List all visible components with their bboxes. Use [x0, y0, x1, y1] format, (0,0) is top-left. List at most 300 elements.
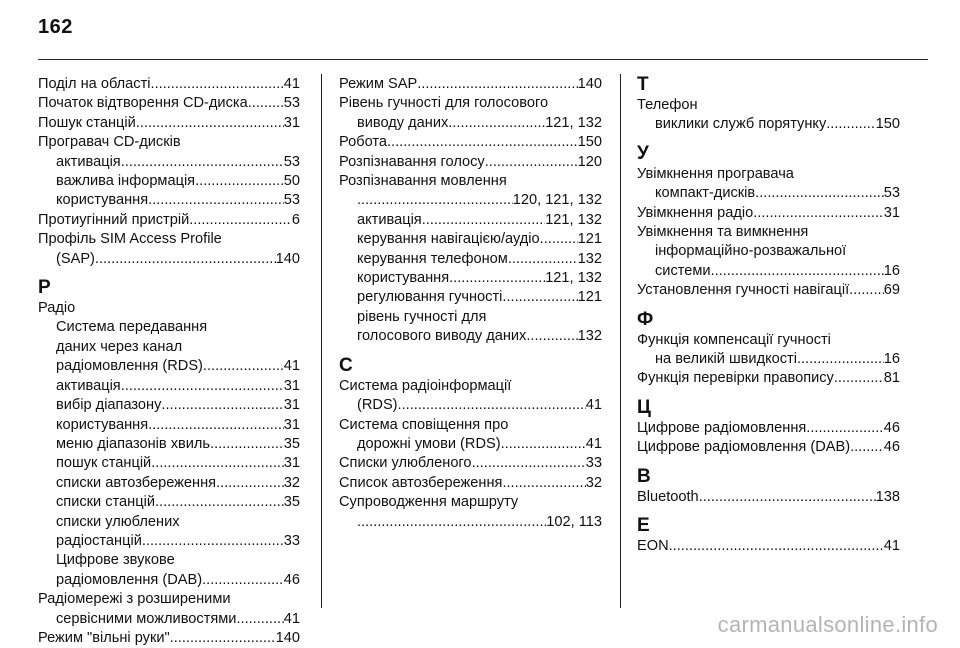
page-reference: 121: [577, 231, 602, 248]
dot-leader: [449, 269, 545, 288]
entry-text: Радіомережі з розширеними: [38, 591, 231, 608]
index-line: [38, 551, 300, 570]
index-line: [339, 114, 602, 133]
index-line: [637, 204, 900, 223]
index-subentry: [637, 350, 900, 369]
index-line: [38, 610, 300, 629]
dot-leader: [216, 474, 284, 493]
dot-leader: [142, 532, 284, 551]
index-line: [339, 513, 602, 532]
index-entry: [637, 488, 900, 507]
entry-text: Цифрове звукове: [56, 552, 175, 569]
dot-leader: [849, 281, 884, 300]
index-line: [339, 396, 602, 415]
page-reference: 120: [577, 153, 602, 170]
entry-text: Увімкнення та вимкнення: [637, 224, 809, 241]
index-line: [38, 133, 300, 152]
entry-text: активація: [56, 153, 121, 170]
entry-text: Протиугінний пристрій: [38, 211, 190, 228]
page-reference: 46: [283, 571, 300, 588]
index-entry: [38, 75, 300, 94]
dot-leader: [387, 133, 578, 152]
dot-leader: [170, 629, 276, 648]
index-line: [637, 115, 900, 134]
entry-text: Увімкнення радіо: [637, 204, 754, 221]
dot-leader: [151, 75, 284, 94]
entry-text: списки станцій: [56, 494, 155, 511]
index-entry: [637, 537, 900, 556]
dot-leader: [202, 571, 284, 590]
index-entry: [38, 211, 300, 230]
dot-leader: [826, 115, 875, 134]
index-line: [339, 435, 602, 454]
entry-text: виклики служб порятунку: [655, 116, 827, 133]
dot-leader: [121, 377, 284, 396]
entry-text: Система радіоінформації: [339, 377, 512, 394]
dot-leader: [669, 537, 884, 556]
entry-text: Поділ на області: [38, 76, 151, 92]
index-subentry: [637, 184, 900, 203]
index-entry: [339, 133, 602, 152]
dot-leader: [248, 94, 284, 113]
index-entry: [339, 153, 602, 172]
index-line: [637, 184, 900, 203]
page-reference: 53: [883, 185, 900, 202]
index-line: [38, 94, 300, 113]
entry-text: системи: [655, 262, 711, 279]
entry-text: Пошук станцій: [38, 114, 136, 131]
entry-text: даних через канал: [56, 338, 183, 355]
entry-text: Увімкнення програвача: [637, 165, 794, 182]
entry-text: Функція перевірки правопису: [637, 370, 834, 387]
entry-text: Рівень гучності для голосового: [339, 95, 549, 112]
page-reference: 31: [283, 416, 300, 433]
index-column-1: [38, 75, 300, 648]
index-subentry: [38, 377, 300, 396]
index-entry: [38, 629, 300, 648]
index-subentry: [339, 308, 602, 347]
watermark-text: carmanualsonline.info: [717, 612, 938, 637]
index-entry: [339, 75, 602, 94]
dot-leader: [711, 262, 884, 281]
index-line: [339, 288, 602, 307]
index-letter-heading: Т: [637, 74, 649, 95]
page-reference: 32: [585, 474, 602, 491]
index-line: [339, 211, 602, 230]
page-reference: 53: [283, 192, 300, 209]
index-entry: [637, 369, 900, 388]
column-divider: [321, 74, 322, 608]
page-reference: 31: [283, 377, 300, 394]
entry-text: Супроводження маршруту: [339, 494, 519, 511]
index-entry: [38, 299, 300, 318]
dot-leader: [195, 172, 284, 191]
index-letter-heading: Ф: [637, 308, 654, 330]
page-reference: 121, 132: [545, 114, 602, 131]
entry-text: Система передавання: [56, 319, 208, 336]
dot-leader: [203, 357, 284, 376]
entry-text: Профіль SIM Access Profile: [38, 231, 222, 248]
entry-text: Розпізнавання голосу: [339, 153, 485, 170]
index-line: [38, 532, 300, 551]
entry-text: Радіо: [38, 300, 76, 317]
index-line: [637, 223, 900, 242]
index-line: [38, 172, 300, 191]
index-line: [38, 338, 300, 357]
dot-leader: [508, 250, 578, 269]
index-subentry: [339, 396, 602, 415]
index-letter-heading: Ц: [637, 396, 651, 418]
entry-text: голосового виводу даних: [357, 328, 527, 345]
index-entry: [38, 94, 300, 113]
index-line: [637, 331, 900, 350]
index-subentry: [38, 610, 300, 629]
dot-leader: [472, 454, 586, 473]
index-entry: [339, 94, 602, 113]
index-line: [38, 454, 300, 473]
index-entry: [339, 454, 602, 473]
page-reference: 16: [883, 351, 900, 368]
header-rule: [38, 59, 928, 60]
index-entry: [38, 133, 300, 152]
entry-text: Список автозбереження: [339, 474, 503, 491]
entry-text: Режим SAP: [339, 76, 418, 92]
dot-leader: [755, 184, 884, 203]
index-entry: [637, 165, 900, 184]
dot-leader: [121, 153, 284, 172]
entry-text: виводу даних: [357, 114, 449, 131]
page-reference: 121, 132: [545, 211, 602, 228]
entry-text: Режим "вільні руки": [38, 629, 170, 646]
entry-text: (RDS): [357, 397, 398, 414]
dot-leader: [526, 327, 577, 346]
dot-leader: [357, 191, 513, 210]
index-line: [38, 250, 300, 269]
index-subentry: [339, 211, 602, 230]
dot-leader: [151, 454, 284, 473]
dot-leader: [501, 435, 586, 454]
page-reference: 35: [283, 435, 300, 452]
index-subentry: [38, 153, 300, 172]
entry-text: списки улюблених: [56, 513, 180, 530]
index-line: [339, 94, 602, 113]
index-subentry: [38, 318, 300, 376]
index-subentry: [38, 551, 300, 590]
page-reference: 81: [883, 370, 900, 387]
index-subentry: [38, 513, 300, 552]
dot-leader: [210, 435, 284, 454]
index-line: [38, 191, 300, 210]
index-line: [38, 299, 300, 318]
entry-text: Початок відтворення CD-диска: [38, 95, 248, 112]
entry-text: дорожні умови (RDS): [357, 435, 501, 452]
index-subentry: [339, 230, 602, 249]
index-line: [637, 165, 900, 184]
page-reference: 41: [283, 610, 300, 627]
entry-text: компакт-дисків: [655, 185, 756, 202]
page-reference: 6: [291, 211, 300, 228]
entry-text: користування: [357, 270, 450, 287]
page-reference: 31: [283, 114, 300, 131]
index-subentry: [339, 114, 602, 133]
index-line: [637, 419, 900, 438]
dot-leader: [148, 191, 284, 210]
entry-text: Система сповіщення про: [339, 416, 509, 433]
entry-text: Цифрове радіомовлення: [637, 419, 807, 436]
index-line: [38, 629, 300, 648]
index-entry: [339, 493, 602, 512]
index-line: [637, 281, 900, 300]
page-reference: 150: [875, 116, 900, 133]
entry-text: інформаційно-розважальної: [655, 243, 847, 260]
index-subentry: [38, 250, 300, 269]
dot-leader: [95, 250, 276, 269]
page-reference: 41: [283, 76, 300, 92]
entry-text: списки автозбереження: [56, 474, 217, 491]
index-entry: [38, 590, 300, 609]
index-line: [38, 590, 300, 609]
index-line: [339, 75, 602, 94]
page-reference: 31: [283, 455, 300, 472]
dot-leader: [834, 369, 884, 388]
index-letter-heading: У: [637, 142, 649, 164]
index-subentry: [637, 242, 900, 281]
dot-leader: [850, 438, 884, 457]
index-column-2: [339, 75, 602, 532]
dot-leader: [155, 493, 284, 512]
index-entry: [637, 96, 900, 115]
column-divider: [620, 74, 621, 608]
dot-leader: [502, 288, 577, 307]
index-line: [637, 537, 900, 556]
entry-text: EON: [637, 538, 669, 555]
page-reference: 33: [283, 532, 300, 549]
page-reference: 150: [577, 134, 602, 151]
entry-text: Установлення гучності навігації: [637, 282, 850, 299]
page-reference: 132: [577, 328, 602, 345]
index-line: [38, 377, 300, 396]
entry-text: радіомовлення (RDS): [56, 358, 203, 375]
dot-leader: [502, 474, 585, 493]
index-line: [339, 377, 602, 396]
page-reference: 41: [585, 435, 602, 452]
index-subentry: [339, 269, 602, 288]
dot-leader: [357, 513, 546, 532]
index-line: [637, 242, 900, 261]
entry-text: рівень гучності для: [357, 308, 487, 325]
entry-text: активація: [357, 211, 422, 228]
index-subentry: [38, 493, 300, 512]
dot-leader: [398, 396, 586, 415]
entry-text: сервісними можливостями: [56, 610, 237, 627]
index-line: [339, 327, 602, 346]
index-subentry: [38, 454, 300, 473]
index-line: [38, 474, 300, 493]
index-subentry: [38, 396, 300, 415]
entry-text: радіомовлення (DAB): [56, 571, 203, 588]
page-reference: 121, 132: [545, 270, 602, 287]
index-entry: [38, 114, 300, 133]
index-letter-heading: E: [637, 515, 650, 537]
page-reference: 121: [577, 289, 602, 306]
page-reference: 138: [875, 488, 900, 505]
entry-text: Функція компенсації гучності: [637, 331, 831, 348]
page-reference: 140: [275, 250, 300, 267]
page-reference: 31: [883, 204, 900, 221]
index-entry: [637, 281, 900, 300]
page-reference: 102, 113: [546, 513, 602, 530]
index-line: [637, 369, 900, 388]
index-line: [637, 262, 900, 281]
index-entry: [637, 419, 900, 438]
index-letter-heading: B: [637, 465, 651, 487]
page-reference: 132: [577, 250, 602, 267]
index-line: [38, 230, 300, 249]
page-reference: 50: [283, 173, 300, 190]
entry-text: Розпізнавання мовлення: [339, 173, 507, 190]
index-line: [339, 493, 602, 512]
index-line: [38, 211, 300, 230]
index-subentry: [38, 474, 300, 493]
index-entry: [637, 438, 900, 457]
index-line: [38, 114, 300, 133]
entry-text: Списки улюбленого: [339, 455, 472, 472]
index-line: [637, 350, 900, 369]
dot-leader: [136, 114, 284, 133]
entry-text: Робота: [339, 134, 387, 151]
index-line: [637, 488, 900, 507]
index-subentry: [637, 115, 900, 134]
entry-text: вибір діапазону: [56, 397, 162, 414]
index-line: [339, 474, 602, 493]
index-line: [339, 416, 602, 435]
dot-leader: [448, 114, 545, 133]
entry-text: меню діапазонів хвиль: [56, 435, 211, 452]
page-reference: 46: [883, 439, 900, 456]
page-reference: 41: [883, 538, 900, 555]
index-letter-heading: Р: [38, 277, 51, 299]
page-reference: 32: [283, 474, 300, 491]
page-reference: 69: [883, 282, 900, 299]
index-entry: [637, 223, 900, 242]
entry-text: активація: [56, 377, 121, 394]
entry-text: Телефон: [637, 97, 698, 113]
index-letter-heading: С: [339, 354, 353, 376]
dot-leader: [806, 419, 883, 438]
entry-text: керування телефоном: [357, 250, 508, 267]
page-reference: 31: [283, 397, 300, 414]
index-subentry: [339, 435, 602, 454]
index-subentry: [38, 416, 300, 435]
dot-leader: [161, 396, 283, 415]
index-line: [637, 438, 900, 457]
dot-leader: [485, 153, 578, 172]
index-line: [339, 191, 602, 210]
entry-text: радіостанцій: [56, 532, 142, 549]
index-line: [339, 250, 602, 269]
entry-text: (SAP): [56, 250, 95, 267]
page-reference: 35: [283, 494, 300, 511]
page-reference: 41: [283, 358, 300, 375]
entry-text: керування навігацією/аудіо: [357, 231, 540, 248]
entry-text: користування: [56, 192, 149, 209]
entry-text: Цифрове радіомовлення (DAB): [637, 439, 851, 456]
page-reference: 41: [585, 397, 602, 414]
index-subentry: [339, 513, 602, 532]
index-line: [339, 269, 602, 288]
index-entry: [637, 204, 900, 223]
index-line: [339, 172, 602, 191]
index-line: [38, 435, 300, 454]
index-column-3: [637, 75, 900, 557]
dot-leader: [148, 416, 284, 435]
index-subentry: [38, 435, 300, 454]
index-line: [339, 230, 602, 249]
dot-leader: [699, 488, 876, 507]
dot-leader: [422, 211, 545, 230]
index-line: [38, 357, 300, 376]
entry-text: Програвач CD-дисків: [38, 134, 181, 151]
index-line: [38, 396, 300, 415]
page-number: 162: [38, 16, 73, 38]
index-entry: [339, 377, 602, 396]
index-subentry: [339, 191, 602, 210]
index-line: [339, 133, 602, 152]
dot-leader: [189, 211, 292, 230]
index-line: [637, 96, 900, 115]
page-reference: 53: [283, 95, 300, 112]
entry-text: Bluetooth: [637, 488, 699, 505]
index-line: [38, 571, 300, 590]
page-reference: 140: [275, 629, 300, 646]
index-line: [38, 513, 300, 532]
index-line: [38, 493, 300, 512]
index-line: [339, 454, 602, 473]
index-line: [38, 153, 300, 172]
dot-leader: [797, 350, 884, 369]
index-line: [339, 308, 602, 327]
dot-leader: [540, 230, 578, 249]
dot-leader: [236, 610, 283, 629]
page-reference: 53: [283, 153, 300, 170]
entry-text: важлива інформація: [56, 173, 196, 190]
dot-leader: [417, 75, 577, 94]
page-reference: 46: [883, 419, 900, 436]
index-line: [339, 153, 602, 172]
dot-leader: [753, 204, 884, 223]
page-reference: 33: [585, 455, 602, 472]
index-subentry: [339, 250, 602, 269]
index-entry: [339, 474, 602, 493]
index-line: [38, 318, 300, 337]
entry-text: пошук станцій: [56, 455, 152, 472]
entry-text: користування: [56, 416, 149, 433]
index-entry: [38, 230, 300, 249]
index-subentry: [38, 172, 300, 191]
index-line: [38, 75, 300, 94]
entry-text: регулювання гучності: [357, 289, 503, 306]
page-reference: 16: [883, 262, 900, 279]
page-reference: 120, 121, 132: [512, 192, 602, 209]
page-reference: 140: [577, 76, 602, 92]
entry-text: на великій швидкості: [655, 351, 797, 368]
index-subentry: [339, 288, 602, 307]
index-subentry: [38, 191, 300, 210]
index-entry: [637, 331, 900, 350]
index-line: [38, 416, 300, 435]
index-entry: [339, 172, 602, 191]
index-entry: [339, 416, 602, 435]
